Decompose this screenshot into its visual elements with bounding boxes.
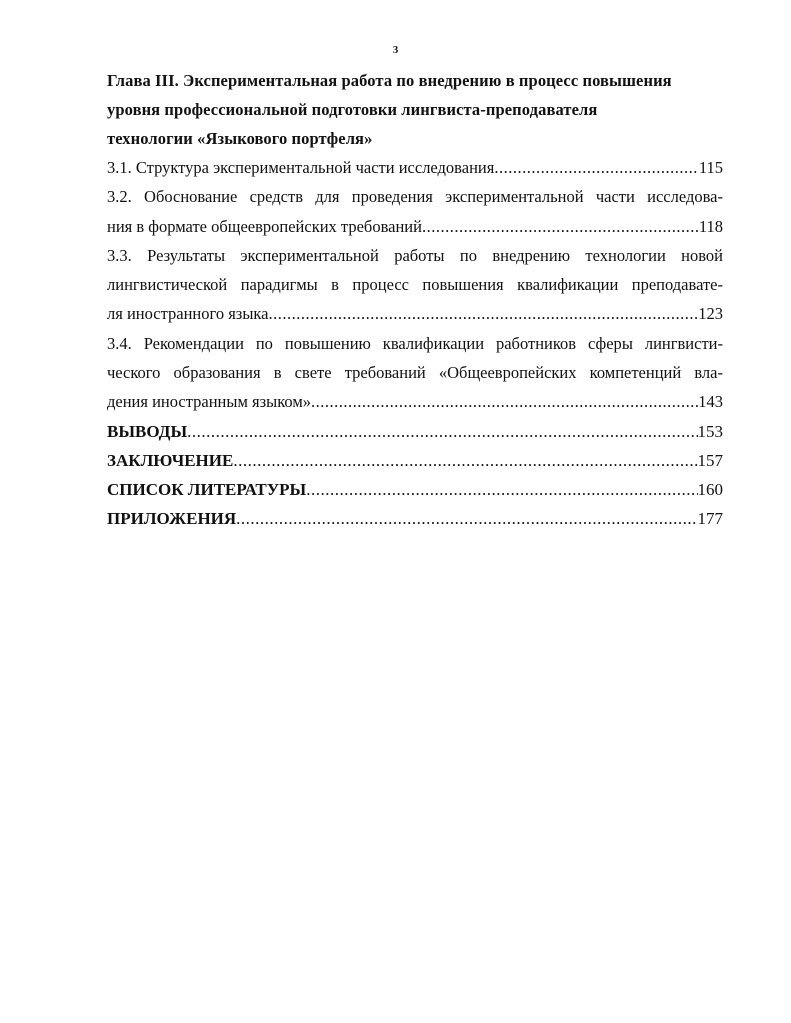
toc-entry-title: дения иностранным языком» — [107, 392, 312, 412]
toc-page-number: 115 — [698, 158, 723, 177]
toc-entry-references[interactable] — [107, 475, 723, 504]
toc-entry-title: 3.4. Рекомендации по повышению квалификации работников сферы лингвисти- — [107, 333, 723, 353]
page-number: 3 — [392, 44, 399, 56]
chapter-heading-line: уровня профессиональной подготовки лингвиста-преподавателя — [107, 100, 598, 119]
toc-page-number: 160 — [697, 479, 723, 499]
toc-entry-3-4[interactable] — [107, 329, 723, 417]
toc-entry-title: ля иностранного языка — [107, 304, 269, 324]
toc-entry-title: ВЫВОДЫ — [107, 421, 188, 441]
toc-page-number: 118 — [698, 216, 723, 236]
toc-page-number: 157 — [697, 450, 723, 470]
toc-page-number: 177 — [697, 508, 723, 528]
table-of-contents — [107, 66, 723, 533]
toc-entry-title: СПИСОК ЛИТЕРАТУРЫ — [107, 479, 307, 499]
chapter-heading-line: технологии «Языкового портфеля» — [107, 129, 373, 148]
toc-page-number: 143 — [698, 392, 723, 412]
chapter-heading-line: Глава III. Экспериментальная работа по внедрению в процесс повышения — [107, 71, 672, 90]
toc-page-number: 123 — [698, 304, 723, 324]
dot-leader — [236, 504, 697, 533]
toc-entry-3-3[interactable] — [107, 241, 723, 329]
toc-entry-title: ПРИЛОЖЕНИЯ — [107, 508, 237, 528]
dot-leader — [422, 212, 699, 241]
toc-entry-title: 3.2. Обоснование средств для проведения экспериментальной части исследова- — [107, 187, 723, 207]
dot-leader — [306, 475, 697, 504]
toc-entry-summary[interactable] — [107, 446, 723, 475]
toc-entry-appendices[interactable] — [107, 504, 723, 533]
toc-entry-title: 3.1. Структура экспериментальной части исследования — [107, 158, 495, 177]
dot-leader — [311, 387, 698, 416]
toc-entry-title: ЗАКЛЮЧЕНИЕ — [107, 450, 234, 470]
dot-leader — [494, 153, 699, 182]
dot-leader — [269, 299, 699, 328]
toc-entry-3-2[interactable] — [107, 182, 723, 241]
toc-entry-title: лингвистической парадигмы в процесс повышения квалификации преподавате- — [107, 275, 723, 295]
toc-page-number: 153 — [697, 421, 723, 441]
dot-leader — [233, 446, 697, 475]
toc-entry-title: 3.3. Результаты экспериментальной работы по внедрению технологии новой — [107, 245, 723, 265]
toc-entry-3-1[interactable] — [107, 153, 723, 182]
toc-entry-title: ческого образования в свете требований «Общеевропейских компетенций вла- — [107, 363, 723, 383]
dot-leader — [187, 417, 697, 446]
toc-entry-conclusions[interactable] — [107, 417, 723, 446]
toc-entry-title: ния в формате общеевропейских требований — [107, 216, 422, 236]
chapter-heading — [107, 66, 723, 153]
